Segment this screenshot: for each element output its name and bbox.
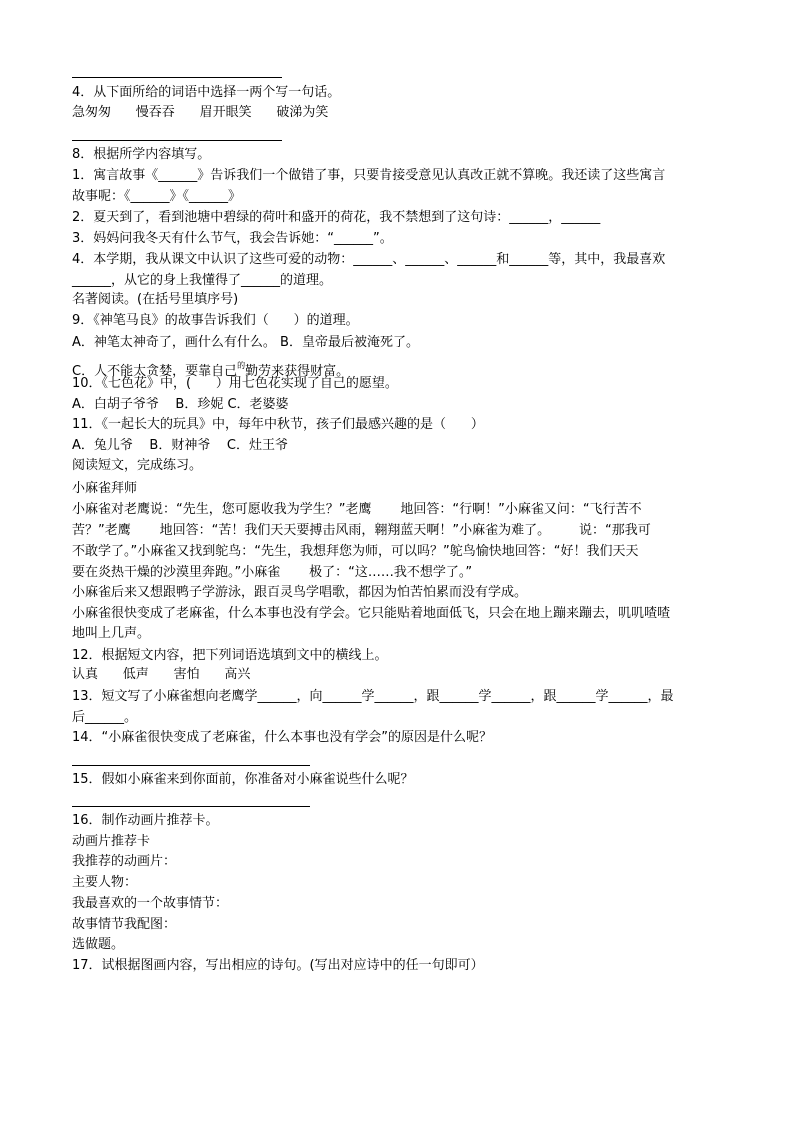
q14: 14．“小麻雀很快变成了老麻雀，什么本事也没有学会”的原因是什么呢？ — [72, 730, 493, 745]
q8-item-1b: 故事呢：《______》《______》 — [72, 189, 242, 204]
q8-item-4a: 4．本学期，我从课文中认识了这些可爱的动物：______、______、______和______等，其中，我最喜欢 — [72, 252, 666, 267]
q12-title: 12．根据短文内容，把下列词语选填到文中的横线上。 — [72, 648, 388, 663]
q8-item-4b: ______，从它的身上我懂得了______的道理。 — [72, 273, 333, 288]
passage-line: 苦？”老鹰 地回答：“苦！我们天天要搏击风雨，翱翔蓝天啊！”小麻雀为难了。 说：“那我可 — [72, 523, 651, 538]
answer-line — [72, 765, 310, 766]
q9c-text-end: 勤劳来获得财富。 — [245, 364, 350, 379]
q8-item-1a: 1．寓言故事《______》告诉我们一个做错了事，只要肯接受意见认真改正就不算晚。我还读了这些寓言 — [72, 168, 666, 183]
q16-title: 16．制作动画片推荐卡。 — [72, 813, 219, 828]
passage-line: 小麻雀对老鹰说：“先生，您可愿收我为学生？”老鹰 地回答：“行啊！”小麻雀又问：“飞行苦不 — [72, 502, 642, 517]
card-picture: 故事情节我配图： — [72, 917, 177, 932]
q17: 17．试根据图画内容，写出相应的诗句。(写出对应诗中的任一句即可） — [72, 958, 484, 973]
passage-line: 小麻雀很快变成了老麻雀，什么本事也没有学会。它只能贴着地面低飞，只会在地上蹦来蹦去，叽叽喳喳 — [72, 606, 671, 621]
q4-title: 4．从下面所给的词语中选择一两个写一句话。 — [72, 85, 341, 100]
passage-line: 不敢学了。”小麻雀又找到鸵鸟：“先生，我想拜您为师，可以吗？”鸵鸟愉快地回答：“好！我们天天 — [72, 544, 639, 559]
card-title: 动画片推荐卡 — [72, 834, 151, 849]
q13-a: 13．短文写了小麻雀想向老鹰学______，向______学______，跟______学______，跟______学______，最 — [72, 689, 674, 704]
q9-options-ab: A．神笔太神奇了，画什么有什么。 B．皇帝最后被淹死了。 — [72, 335, 419, 350]
q11-options: A．兔儿爷 B．财神爷 C．灶王爷 — [72, 438, 288, 453]
reading-title: 名著阅读。(在括号里填序号) — [72, 292, 239, 307]
q8-item-2: 2．夏天到了，看到池塘中碧绿的荷叶和盛开的荷花，我不禁想到了这句诗：______，______ — [72, 210, 601, 225]
card-characters: 主要人物： — [72, 875, 138, 890]
q15: 15．假如小麻雀来到你面前，你准备对小麻雀说些什么呢？ — [72, 772, 414, 787]
passage-line: 地叫上几声。 — [72, 626, 151, 641]
q8-title: 8．根据所学内容填写。 — [72, 147, 211, 162]
q4-words: 急匆匆 慢吞吞 眉开眼笑 破涕为笑 — [72, 105, 329, 120]
q11: 11．《一起长大的玩具》中，每年中秋节，孩子们最感兴趣的是（ ） — [72, 417, 484, 432]
answer-line — [72, 77, 282, 78]
q10-options: A．白胡子爷爷 B．珍妮 C．老婆婆 — [72, 397, 289, 412]
card-film: 我推荐的动画片： — [72, 854, 177, 869]
q9c-text: C．人不能太贪婪，要靠自己 — [72, 364, 238, 379]
q13-b: 后______。 — [72, 710, 138, 725]
optional-title: 选做题。 — [72, 937, 125, 952]
q8-item-3: 3．妈妈问我冬天有什么节气，我会告诉她：“______”。 — [72, 231, 393, 246]
q12-words: 认真 低声 害怕 高兴 — [72, 667, 251, 682]
q9: 9．《神笔马良》的故事告诉我们（ ）的道理。 — [72, 313, 359, 328]
passage-intro: 阅读短文，完成练习。 — [72, 458, 203, 473]
passage-line: 小麻雀后来又想跟鸭子学游泳，跟百灵鸟学唱歌，都因为怕苦怕累而没有学成。 — [72, 585, 528, 600]
answer-line — [72, 140, 282, 141]
q10: 10．《七色花》中，( ）用七色花实现了自己的愿望。 — [72, 376, 398, 391]
passage-line: 要在炎热干燥的沙漠里奔跑。”小麻雀 极了：“这……我不想学了。” — [72, 565, 473, 580]
card-plot: 我最喜欢的一个故事情节： — [72, 896, 229, 911]
q9c-sup: 的 — [237, 361, 246, 370]
passage-title: 小麻雀拜师 — [72, 481, 138, 496]
answer-line — [72, 806, 310, 807]
